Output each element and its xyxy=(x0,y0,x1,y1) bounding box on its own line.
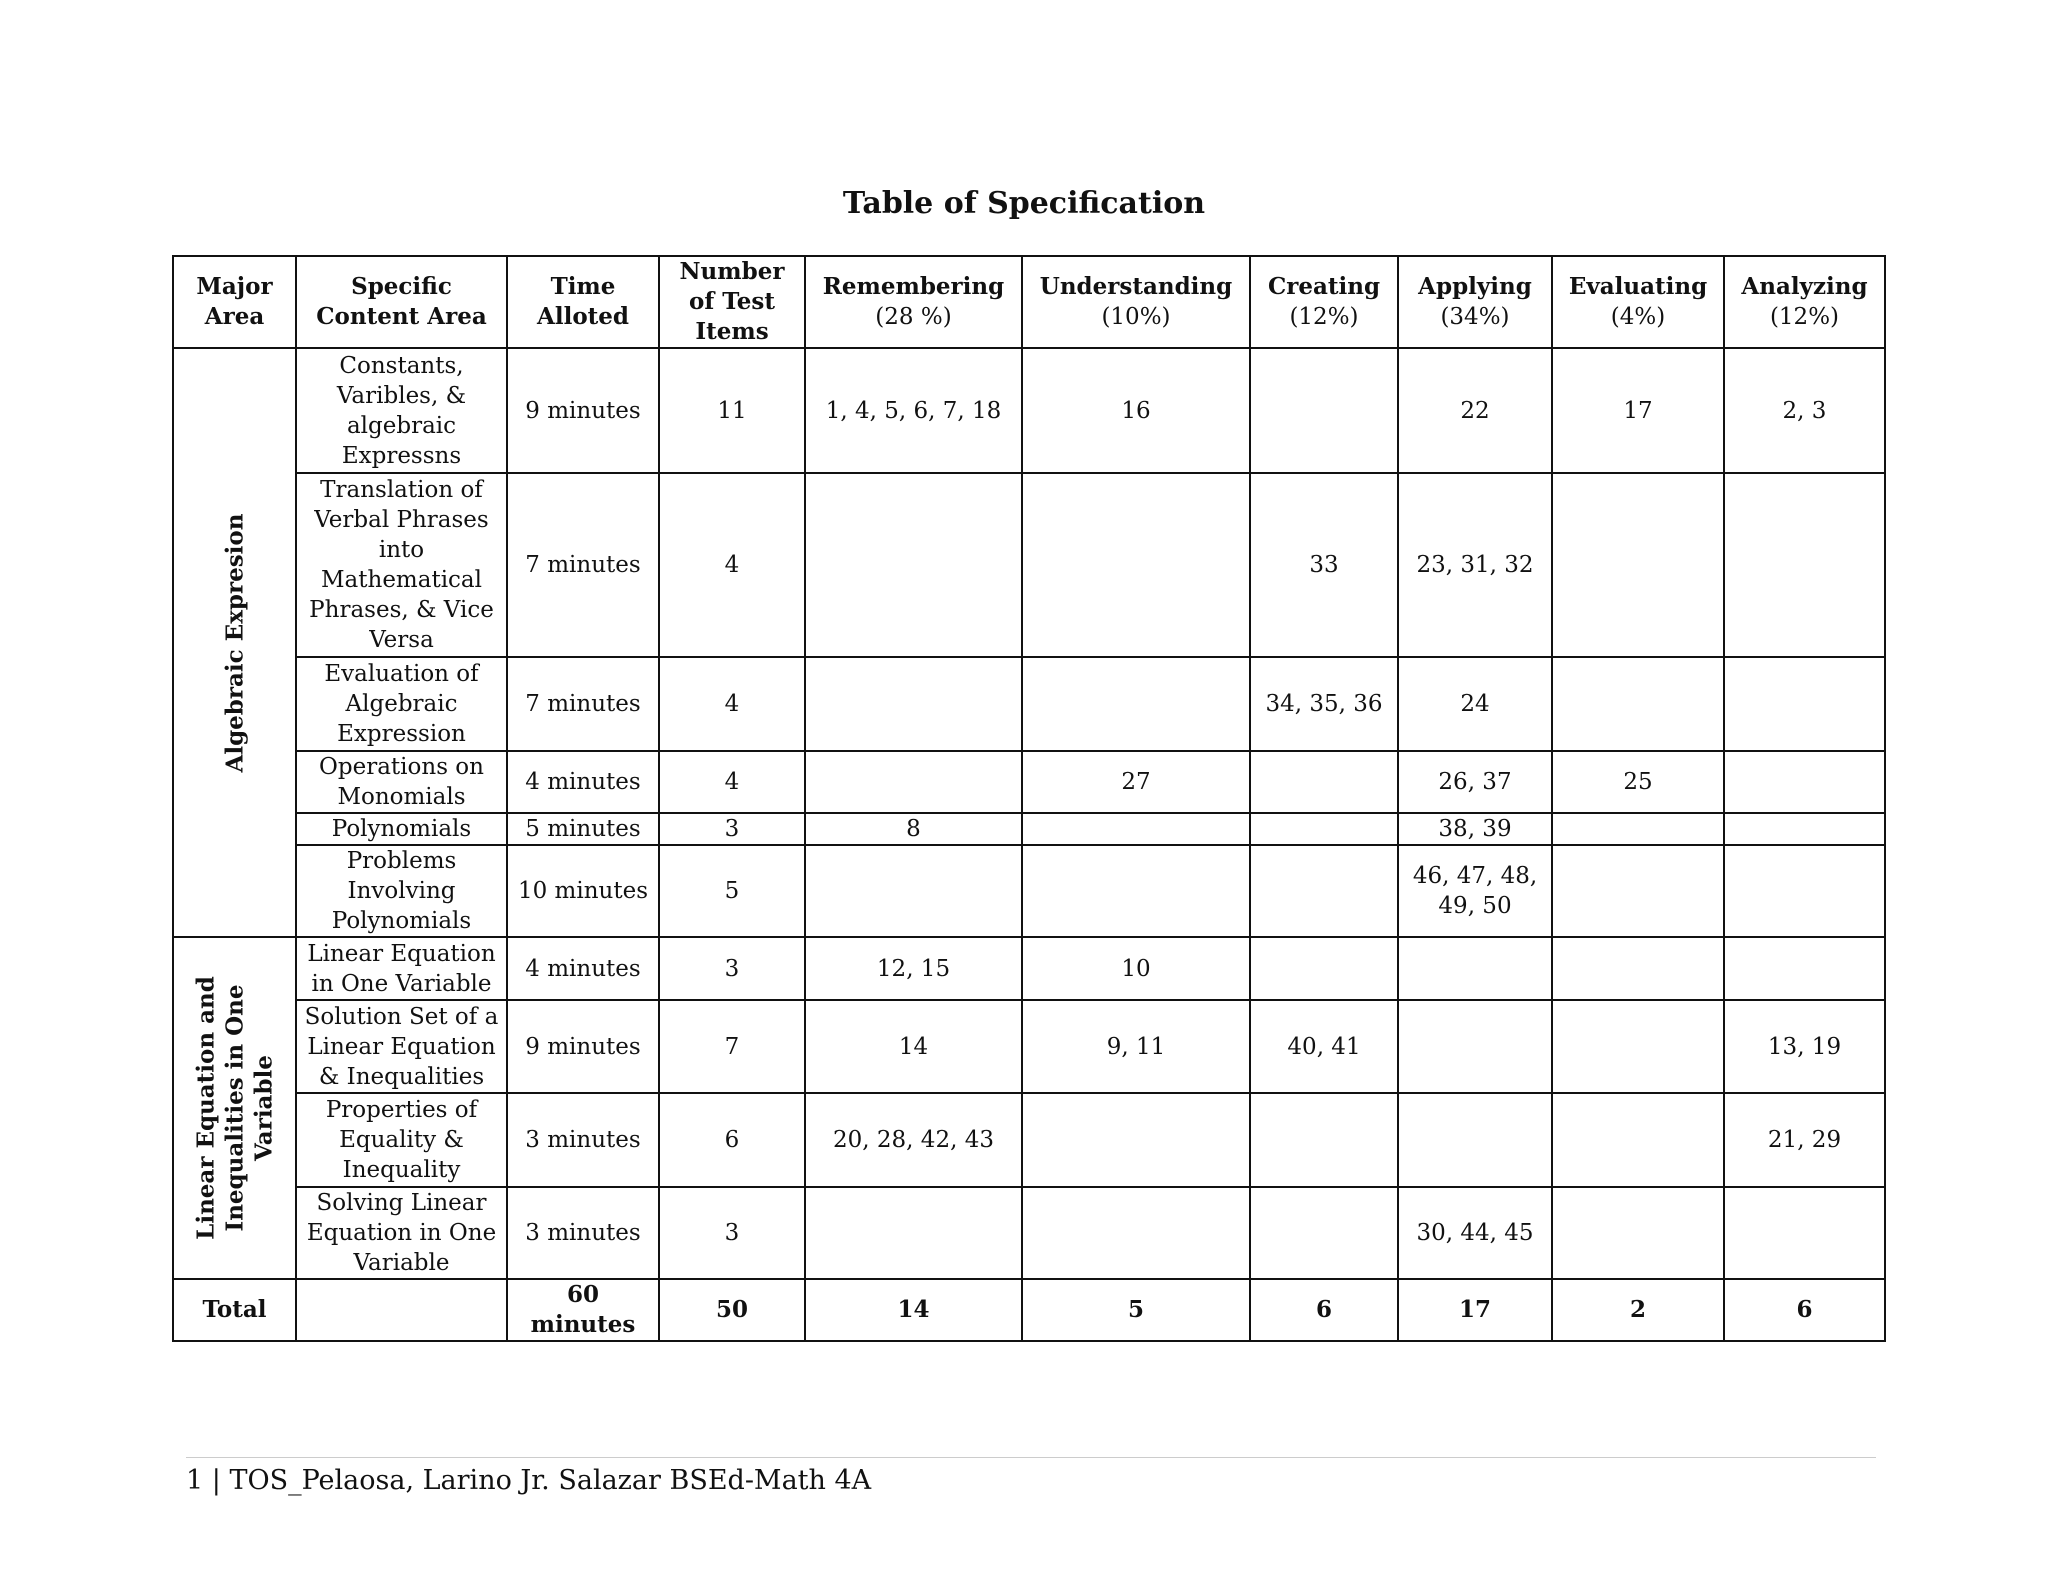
table-row xyxy=(173,1093,1885,1187)
items-cell: 4 xyxy=(659,657,805,751)
content-area-cell: Linear Equation in One Variable xyxy=(296,937,507,1000)
analyzing-cell: 13, 19 xyxy=(1724,1000,1885,1093)
creating-cell xyxy=(1250,937,1398,1000)
major-area-cell xyxy=(173,937,296,1279)
time-cell: 3 minutes xyxy=(507,1187,659,1279)
evaluating-cell xyxy=(1552,657,1724,751)
evaluating-cell: 17 xyxy=(1552,348,1724,473)
items-cell: 11 xyxy=(659,348,805,473)
total-evaluating-cell: 2 xyxy=(1552,1279,1724,1341)
applying-cell: 24 xyxy=(1398,657,1552,751)
time-cell: 4 minutes xyxy=(507,751,659,813)
table-row xyxy=(173,1000,1885,1093)
header-label: Analyzing xyxy=(1741,273,1868,300)
specification-table xyxy=(172,255,1886,1342)
applying-cell xyxy=(1398,937,1552,1000)
content-area-cell: Problems Involving Polynomials xyxy=(296,845,507,937)
creating-cell: 34, 35, 36 xyxy=(1250,657,1398,751)
total-applying-cell: 17 xyxy=(1398,1279,1552,1341)
applying-cell: 23, 31, 32 xyxy=(1398,473,1552,657)
header-applying xyxy=(1398,256,1552,348)
major-area-label: Linear Equation and Inequalities in One Variable xyxy=(192,976,277,1240)
evaluating-cell: 25 xyxy=(1552,751,1724,813)
table-row xyxy=(173,473,1885,657)
header-number-of-test-items: Number of Test Items xyxy=(659,256,805,348)
content-area-cell: Properties of Equality & Inequality xyxy=(296,1093,507,1187)
footer-divider xyxy=(186,1457,1876,1458)
content-area-cell: Solving Linear Equation in One Variable xyxy=(296,1187,507,1279)
time-cell: 9 minutes xyxy=(507,348,659,473)
table-row xyxy=(173,657,1885,751)
total-label: Total xyxy=(173,1279,296,1341)
creating-cell xyxy=(1250,1093,1398,1187)
total-analyzing-cell: 6 xyxy=(1724,1279,1885,1341)
page-title: Table of Specification xyxy=(842,186,1206,221)
header-analyzing xyxy=(1724,256,1885,348)
analyzing-cell xyxy=(1724,473,1885,657)
remembering-cell xyxy=(805,751,1022,813)
table-row xyxy=(173,845,1885,937)
evaluating-cell xyxy=(1552,473,1724,657)
table-row xyxy=(173,937,1885,1000)
creating-cell xyxy=(1250,751,1398,813)
header-label: Understanding xyxy=(1039,273,1233,300)
items-cell: 7 xyxy=(659,1000,805,1093)
remembering-cell xyxy=(805,657,1022,751)
header-percent: (4%) xyxy=(1610,304,1666,330)
content-area-cell: Constants, Varibles, & algebraic Expressns xyxy=(296,348,507,473)
evaluating-cell xyxy=(1552,813,1724,845)
remembering-cell xyxy=(805,473,1022,657)
total-content-cell xyxy=(296,1279,507,1341)
header-label: Remembering xyxy=(822,273,1005,300)
evaluating-cell xyxy=(1552,1000,1724,1093)
items-cell: 4 xyxy=(659,473,805,657)
header-specific-content-area: Specific Content Area xyxy=(296,256,507,348)
total-row xyxy=(173,1279,1885,1341)
analyzing-cell: 21, 29 xyxy=(1724,1093,1885,1187)
remembering-cell: 20, 28, 42, 43 xyxy=(805,1093,1022,1187)
understanding-cell xyxy=(1022,657,1250,751)
analyzing-cell xyxy=(1724,937,1885,1000)
understanding-cell xyxy=(1022,813,1250,845)
time-cell: 9 minutes xyxy=(507,1000,659,1093)
evaluating-cell xyxy=(1552,937,1724,1000)
analyzing-cell: 2, 3 xyxy=(1724,348,1885,473)
analyzing-cell xyxy=(1724,657,1885,751)
total-remembering-cell: 14 xyxy=(805,1279,1022,1341)
time-cell: 10 minutes xyxy=(507,845,659,937)
header-label: Creating xyxy=(1267,273,1381,300)
creating-cell xyxy=(1250,1187,1398,1279)
analyzing-cell xyxy=(1724,1187,1885,1279)
analyzing-cell xyxy=(1724,751,1885,813)
items-cell: 3 xyxy=(659,813,805,845)
page-footer: 1 | TOS_Pelaosa, Larino Jr. Salazar BSEd-Math 4A xyxy=(186,1465,872,1496)
understanding-cell xyxy=(1022,845,1250,937)
items-cell: 6 xyxy=(659,1093,805,1187)
applying-cell: 46, 47, 48, 49, 50 xyxy=(1398,845,1552,937)
header-percent: (12%) xyxy=(1769,304,1840,330)
time-cell: 3 minutes xyxy=(507,1093,659,1187)
understanding-cell xyxy=(1022,473,1250,657)
remembering-cell: 1, 4, 5, 6, 7, 18 xyxy=(805,348,1022,473)
understanding-cell: 10 xyxy=(1022,937,1250,1000)
content-area-cell: Polynomials xyxy=(296,813,507,845)
understanding-cell: 9, 11 xyxy=(1022,1000,1250,1093)
header-remembering xyxy=(805,256,1022,348)
remembering-cell xyxy=(805,845,1022,937)
header-percent: (34%) xyxy=(1440,304,1510,330)
header-major-area: Major Area xyxy=(173,256,296,348)
understanding-cell: 16 xyxy=(1022,348,1250,473)
table-row xyxy=(173,348,1885,473)
time-cell: 7 minutes xyxy=(507,657,659,751)
creating-cell xyxy=(1250,813,1398,845)
header-row xyxy=(173,256,1885,348)
analyzing-cell xyxy=(1724,845,1885,937)
items-cell: 5 xyxy=(659,845,805,937)
items-cell: 4 xyxy=(659,751,805,813)
creating-cell: 33 xyxy=(1250,473,1398,657)
applying-cell: 38, 39 xyxy=(1398,813,1552,845)
items-cell: 3 xyxy=(659,937,805,1000)
remembering-cell: 8 xyxy=(805,813,1022,845)
applying-cell: 26, 37 xyxy=(1398,751,1552,813)
header-label: Evaluating xyxy=(1568,273,1708,300)
header-creating xyxy=(1250,256,1398,348)
understanding-cell xyxy=(1022,1187,1250,1279)
total-understanding-cell: 5 xyxy=(1022,1279,1250,1341)
header-label: Applying xyxy=(1418,273,1532,300)
remembering-cell xyxy=(805,1187,1022,1279)
header-percent: (10%) xyxy=(1101,304,1171,330)
items-cell: 3 xyxy=(659,1187,805,1279)
applying-cell: 30, 44, 45 xyxy=(1398,1187,1552,1279)
major-area-label: Algebraic Expresion xyxy=(221,513,248,772)
analyzing-cell xyxy=(1724,813,1885,845)
content-area-cell: Evaluation of Algebraic Expression xyxy=(296,657,507,751)
understanding-cell: 27 xyxy=(1022,751,1250,813)
header-percent: (28 %) xyxy=(875,304,952,330)
creating-cell: 40, 41 xyxy=(1250,1000,1398,1093)
header-time-alloted: Time Alloted xyxy=(507,256,659,348)
major-area-cell xyxy=(173,348,296,937)
evaluating-cell xyxy=(1552,1187,1724,1279)
creating-cell xyxy=(1250,348,1398,473)
content-area-cell: Solution Set of a Linear Equation & Inequalities xyxy=(296,1000,507,1093)
evaluating-cell xyxy=(1552,1093,1724,1187)
remembering-cell: 12, 15 xyxy=(805,937,1022,1000)
header-percent: (12%) xyxy=(1289,304,1359,330)
content-area-cell: Operations on Monomials xyxy=(296,751,507,813)
applying-cell xyxy=(1398,1093,1552,1187)
total-time-cell: 60 minutes xyxy=(507,1279,659,1341)
time-cell: 5 minutes xyxy=(507,813,659,845)
applying-cell: 22 xyxy=(1398,348,1552,473)
header-understanding xyxy=(1022,256,1250,348)
total-creating-cell: 6 xyxy=(1250,1279,1398,1341)
time-cell: 7 minutes xyxy=(507,473,659,657)
table-row xyxy=(173,751,1885,813)
understanding-cell xyxy=(1022,1093,1250,1187)
time-cell: 4 minutes xyxy=(507,937,659,1000)
creating-cell xyxy=(1250,845,1398,937)
table-row xyxy=(173,813,1885,845)
header-evaluating xyxy=(1552,256,1724,348)
applying-cell xyxy=(1398,1000,1552,1093)
evaluating-cell xyxy=(1552,845,1724,937)
total-items-cell: 50 xyxy=(659,1279,805,1341)
table-row xyxy=(173,1187,1885,1279)
remembering-cell: 14 xyxy=(805,1000,1022,1093)
content-area-cell: Translation of Verbal Phrases into Mathematical Phrases, & Vice Versa xyxy=(296,473,507,657)
